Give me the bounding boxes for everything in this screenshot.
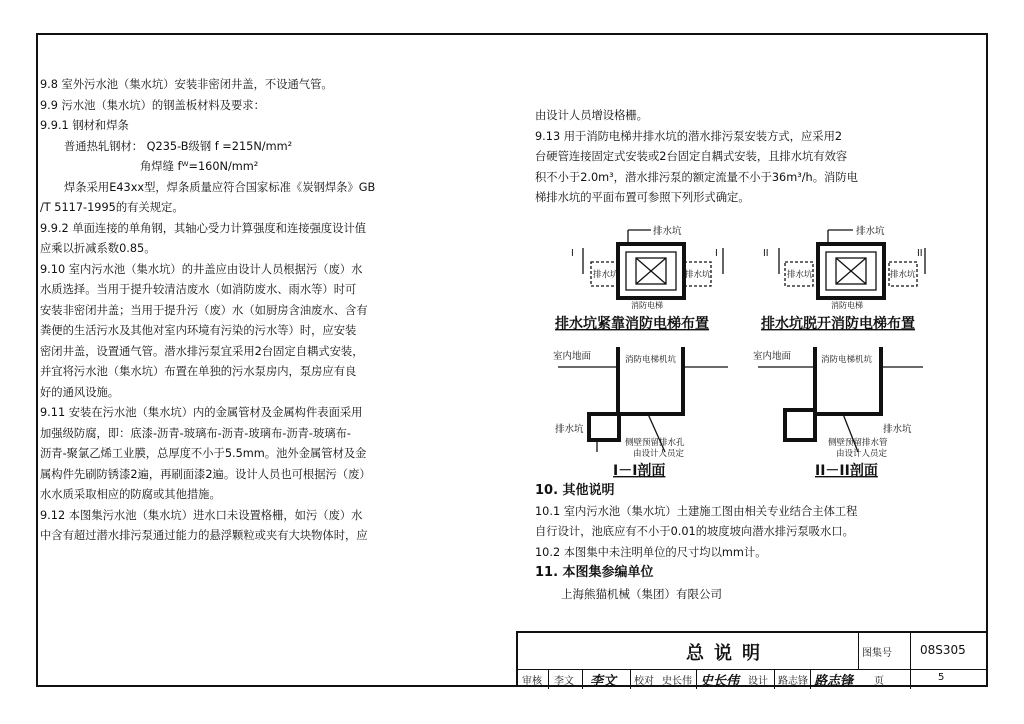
elevator-sump-diagram (553, 222, 953, 484)
text-line: 9.10 室内污水池（集水坑）的井盖应由设计人员根据污（废）水 (40, 262, 363, 276)
text-line: 水水质采取相应的防腐或其他措施。 (40, 488, 221, 501)
title-block-row-2 (518, 670, 988, 689)
right-plan-sump-left-label: 排水坑 (787, 270, 813, 280)
text-line: 安装非密闭井盖；当用于提升污（废）水（如厨房含油废水、含有 (40, 303, 368, 317)
text-line: 粪便的生活污水及其他对室内环境有污染的污水等）时，应安装 (40, 324, 357, 337)
text-line: 10.2 本图集中未注明单位的尺寸均以mm计。 (535, 545, 767, 559)
text-line: 并宜将污水池（集水坑）布置在单独的污水泵房内，泵房应有良 (40, 365, 357, 378)
designer-signature: 路志锋 (814, 674, 854, 689)
left-section-note-2: 由设计人员定 (633, 449, 685, 459)
left-section-sump (589, 414, 619, 440)
right-section-note-1: 侧壁预留排水管 (828, 438, 888, 448)
text-line: 台硬管连接固定式安装或2台固定自耦式安装，且排水坑有效容 (535, 150, 848, 163)
text-line: 属构件先刷防锈漆2遍，再刷面漆2遍。设计人员也可根据污（废） (40, 467, 371, 481)
text-line: 9.9.2 单面连接的单角钢，其轴心受力计算强度和连接强度设计值 (40, 221, 367, 235)
right-section-note-2: 由设计人员定 (836, 449, 888, 459)
drawing-title: 总说明 (686, 643, 770, 664)
right-plan-elevator-label: 消防电梯 (831, 301, 863, 310)
page-label: 页 (874, 676, 884, 687)
check-label: 校对 (634, 676, 654, 687)
right-section-shaft-label: 消防电梯机坑 (821, 355, 873, 365)
text-line: 普通热轧钢材： Q235-B级钢 f =215N/mm² (64, 139, 293, 153)
right-section-sump-label: 排水坑 (883, 424, 912, 435)
right-plan-mark-right: II (917, 248, 923, 259)
text-line: 9.8 室外污水池（集水坑）安装非密闭井盖，不设通气管。 (40, 78, 333, 91)
text-line: 上海熊猫机械（集团）有限公司 (561, 586, 722, 601)
text-line: 积不小于2.0m³，潜水排污泵的额定流量不小于36m³/h。消防电 (535, 170, 858, 184)
left-plan-mark-left: I (571, 248, 574, 259)
right-plan-title: 排水坑脱开消防电梯布置 (761, 316, 915, 332)
text-line: 梯排水坑的平面布置可参照下列形式确定。 (535, 191, 750, 204)
text-line: 中含有超过潜水排污泵通过能力的悬浮颗粒或夹有大块物体时，应 (40, 529, 368, 542)
text-line: 好的通风设施。 (40, 385, 120, 399)
right-plan-sump-right-label: 排水坑 (890, 270, 916, 280)
text-line: 9.12 本图集污水池（集水坑）进水口未设置格栅，如污（废）水 (40, 508, 363, 522)
right-plan-sump-top-label: 排水坑 (856, 226, 885, 237)
left-section-sump-label: 排水坑 (555, 424, 584, 435)
title-block-row-1 (518, 633, 988, 670)
left-section-title: I－I剖面 (613, 463, 666, 479)
text-line: 水质选择。当用于提升较清洁废水（如消防废水、雨水等）时可 (40, 283, 357, 296)
left-section-note-1: 侧壁预留排水孔 (625, 438, 685, 448)
left-plan-sump-top-label: 排水坑 (653, 226, 682, 237)
atlas-number-label: 图集号 (862, 648, 892, 659)
text-line: 11. 本图集参编单位 (535, 565, 654, 580)
text-line: 角焊缝 fᵂ=160N/mm² (140, 160, 259, 173)
designer-name: 路志锋 (778, 676, 808, 687)
text-line: /T 5117-1995的有关规定。 (40, 201, 184, 214)
text-line: 应乘以折减系数0.85。 (40, 242, 156, 255)
text-line: 9.11 安装在污水池（集水坑）内的金属管材及金属构件表面采用 (40, 406, 363, 419)
text-line: 沥青-聚氯乙烯工业膜，总厚度不小于5.5mm。池外金属管材及金 (40, 447, 367, 460)
reviewer-signature: 李文 (590, 674, 617, 689)
design-label: 设计 (748, 676, 768, 687)
checker-signature: 史长伟 (700, 674, 740, 689)
right-section-floor-label: 室内地面 (753, 351, 792, 362)
left-plan-sump-left-label: 排水坑 (593, 270, 619, 280)
left-plan-mark-right: I (715, 248, 718, 259)
left-plan-elevator-label: 消防电梯 (631, 301, 663, 310)
reviewer-name: 李文 (554, 676, 574, 687)
left-section-floor-label: 室内地面 (553, 351, 592, 362)
text-line: 密闭井盖，设置通气管。潜水排污泵宜采用2台固定自耦式安装， (40, 344, 364, 358)
text-line: 加强级防腐，即：底漆-沥青-玻璃布-沥青-玻璃布-沥青-玻璃布- (40, 426, 351, 440)
page-number: 5 (938, 672, 945, 683)
left-text-column (40, 75, 480, 547)
left-plan-title: 排水坑紧靠消防电梯布置 (555, 316, 709, 332)
text-line: 由设计人员增设格栅。 (535, 109, 648, 122)
right-text-column-bottom (535, 481, 955, 604)
text-line: 自行设计，池底应有不小于0.01的坡度坡向潜水排污泵吸水口。 (535, 525, 854, 538)
text-line: 9.9 污水池（集水坑）的钢盖板材料及要求： (40, 98, 265, 112)
atlas-number: 08S305 (920, 643, 966, 657)
review-label: 审核 (522, 676, 542, 687)
left-plan-sump-right-label: 排水坑 (685, 270, 711, 280)
left-section-shaft-label: 消防电梯机坑 (625, 355, 677, 365)
right-section-sump (785, 410, 815, 440)
text-line: 9.9.1 钢材和焊条 (40, 119, 129, 132)
text-line: 9.13 用于消防电梯井排水坑的潜水排污泵安装方式，应采用2 (535, 129, 843, 143)
checker-name: 史长伟 (662, 676, 692, 687)
text-line: 焊条采用E43xx型，焊条质量应符合国家标准《炭钢焊条》GB (64, 180, 376, 194)
title-block (516, 631, 988, 687)
right-text-column-top (535, 106, 955, 209)
right-section-title: II－II剖面 (815, 463, 878, 479)
text-line: 10.1 室内污水池（集水坑）土建施工图由相关专业结合主体工程 (535, 504, 858, 518)
right-plan-mark-left: II (763, 248, 769, 259)
text-line: 10. 其他说明 (535, 483, 615, 498)
